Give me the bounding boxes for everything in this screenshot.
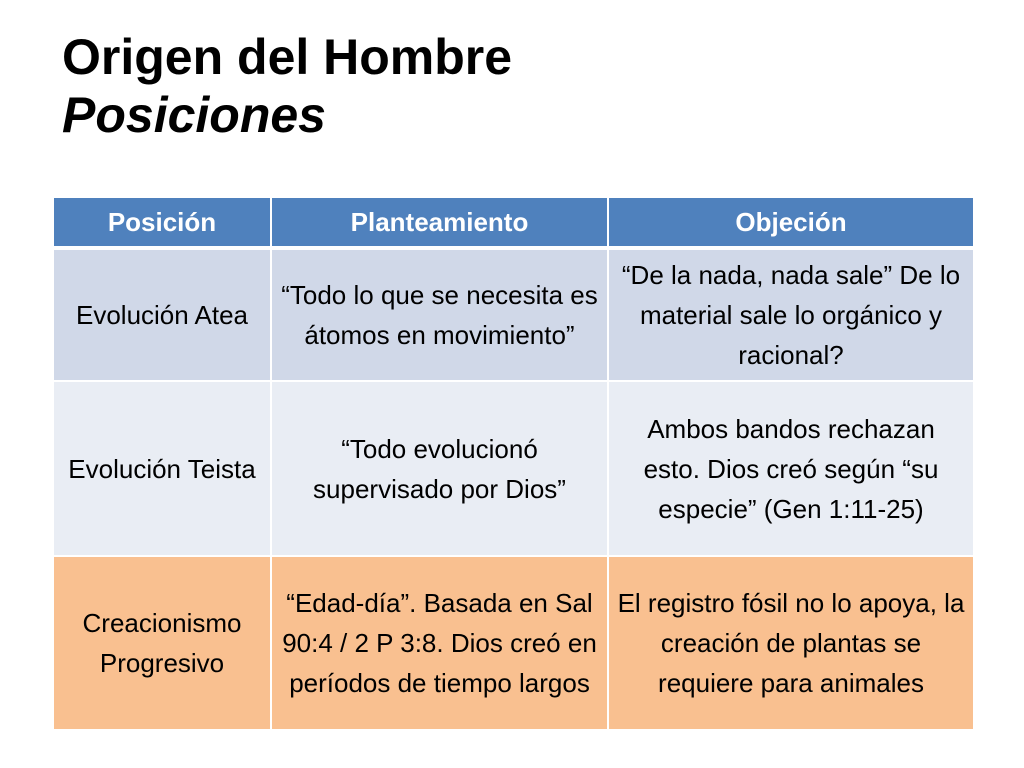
cell-objecion: “De la nada, nada sale” De lo material sale lo orgánico y racional? bbox=[608, 248, 974, 381]
cell-posicion: Evolución Teista bbox=[53, 381, 271, 556]
cell-posicion: Evolución Atea bbox=[53, 248, 271, 381]
cell-planteamiento: “Todo lo que se necesita es átomos en movimiento” bbox=[271, 248, 608, 381]
subtitle-text: Posiciones bbox=[62, 87, 326, 143]
cell-planteamiento: “Todo evolucionó supervisado por Dios” bbox=[271, 381, 608, 556]
positions-table bbox=[52, 196, 975, 731]
slide-title bbox=[62, 28, 512, 144]
header-objecion: Objeción bbox=[608, 197, 974, 248]
cell-planteamiento: “Edad-día”. Basada en Sal 90:4 / 2 P 3:8. Dios creó en períodos de tiempo largos bbox=[271, 556, 608, 730]
header-planteamiento: Planteamiento bbox=[271, 197, 608, 248]
cell-posicion: Creacionismo Progresivo bbox=[53, 556, 271, 730]
title-text: Origen del Hombre bbox=[62, 29, 513, 85]
positions-table-container bbox=[52, 196, 973, 731]
table-row bbox=[53, 248, 974, 381]
header-posicion: Posición bbox=[53, 197, 271, 248]
table-row bbox=[53, 556, 974, 730]
cell-objecion: Ambos bandos rechazan esto. Dios creó según “su especie” (Gen 1:11-25) bbox=[608, 381, 974, 556]
table-row bbox=[53, 381, 974, 556]
table-header-row bbox=[53, 197, 974, 248]
cell-objecion: El registro fósil no lo apoya, la creación de plantas se requiere para animales bbox=[608, 556, 974, 730]
